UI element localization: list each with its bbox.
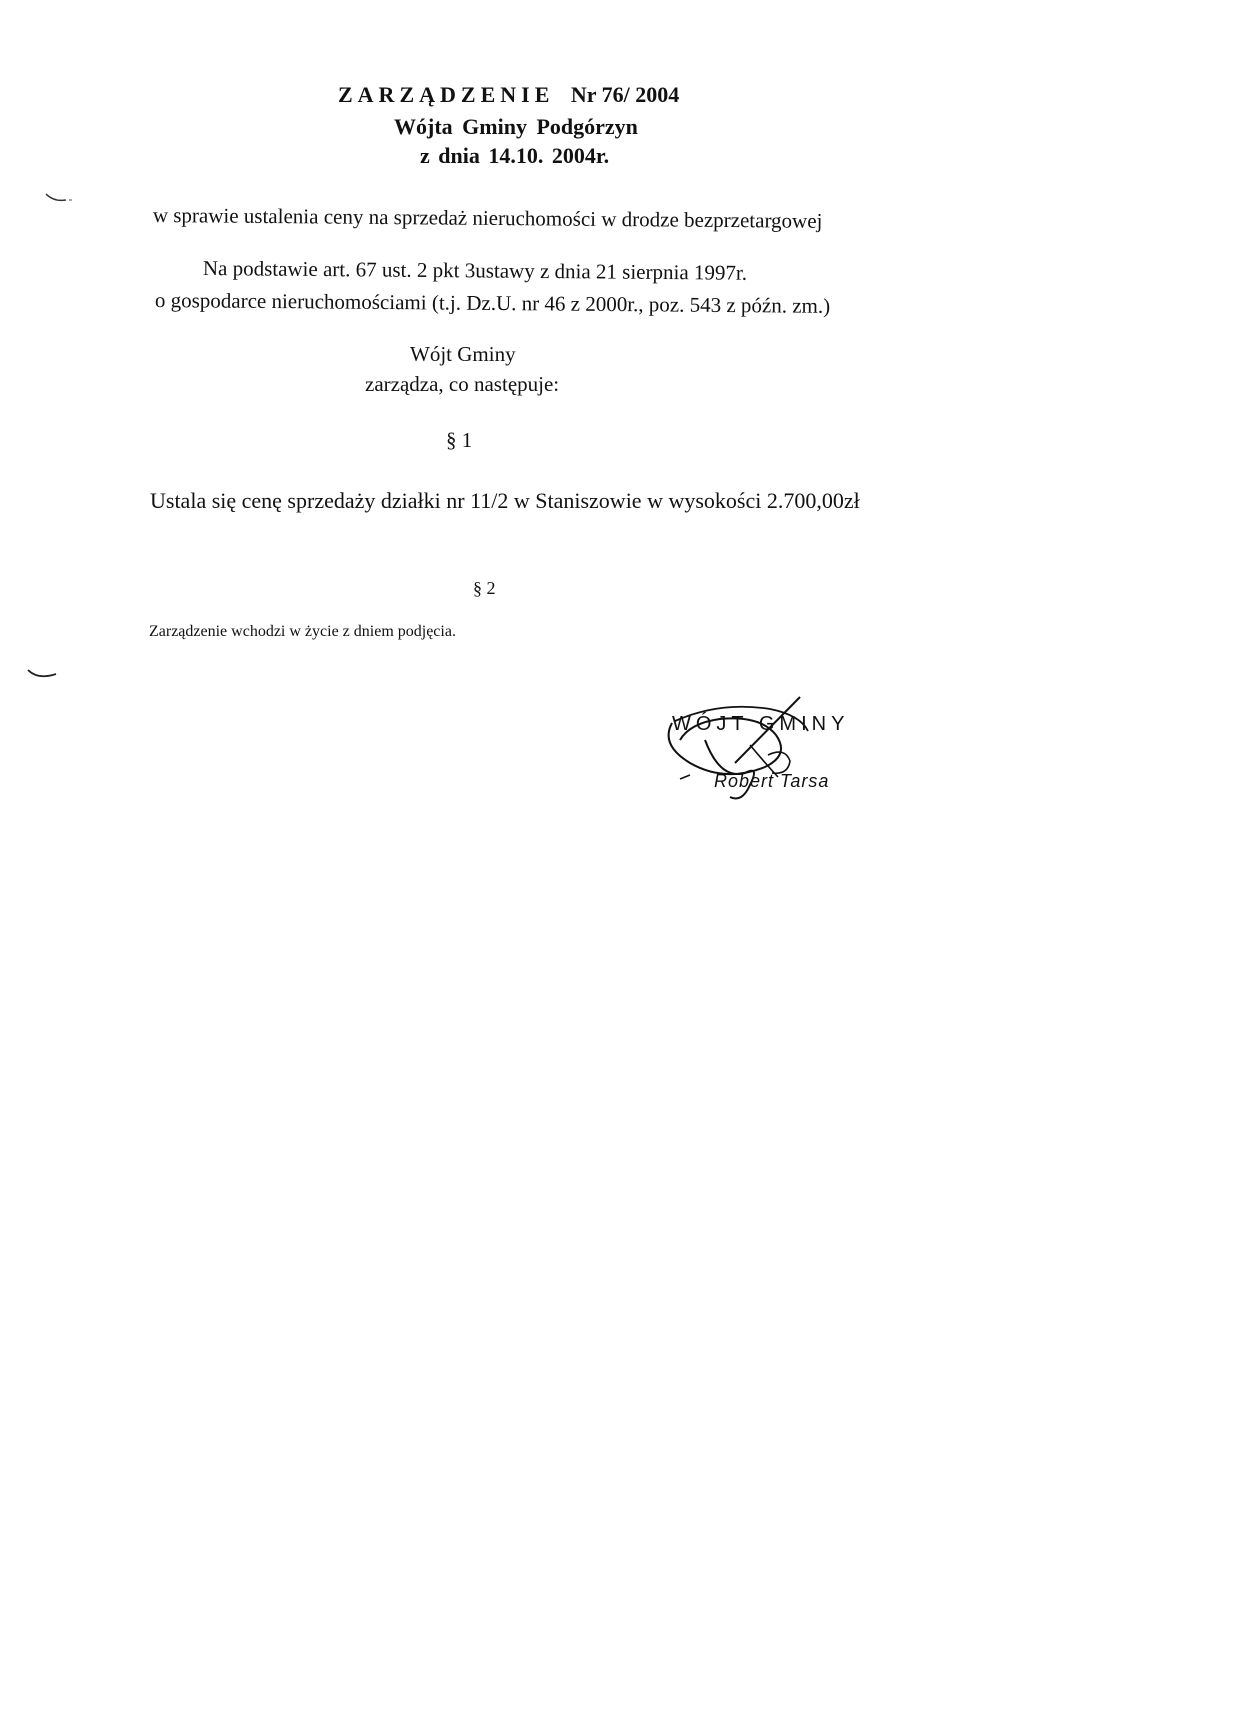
- issuer-line: Wójta Gminy Podgórzyn: [394, 114, 638, 139]
- date-line: z dnia 14.10. 2004r.: [420, 143, 610, 168]
- stamp-name: Robert Tarsa: [714, 771, 830, 791]
- scan-mark-top: [44, 192, 74, 206]
- legal-basis-line-2: o gospodarce nieruchomościami (t.j. Dz.U. nr 46 z 2000r., poz. 543 z późn. zm.): [154, 288, 831, 318]
- section-2-number: § 2: [473, 578, 496, 598]
- subject-line: w sprawie ustalenia ceny na sprzedaż nieruchomości w drodze bezprzetargowej: [152, 203, 823, 233]
- decree-intro-line-1: Wójt Gminy: [410, 342, 516, 366]
- legal-basis-line-1: Na podstawie art. 67 ust. 2 pkt 3ustawy z dnia 21 sierpnia 1997r.: [202, 256, 748, 285]
- document-title: [338, 82, 679, 108]
- title-number: Nr 76/ 2004: [570, 82, 680, 107]
- title-word: ZARZĄDZENIE: [338, 82, 555, 107]
- section-1-text: Ustala się cenę sprzedaży działki nr 11/2 w Staniszowie w wysokości 2.700,00zł: [150, 488, 860, 513]
- section-2-text: Zarządzenie wchodzi w życie z dniem podjęcia.: [149, 623, 456, 640]
- stamp-title: WÓJT GMINY: [672, 713, 850, 735]
- decree-intro-line-2: zarządza, co następuje:: [365, 372, 560, 396]
- section-1-number: § 1: [446, 428, 473, 452]
- handwritten-signature: [650, 685, 830, 805]
- scan-mark-bottom: [26, 668, 60, 682]
